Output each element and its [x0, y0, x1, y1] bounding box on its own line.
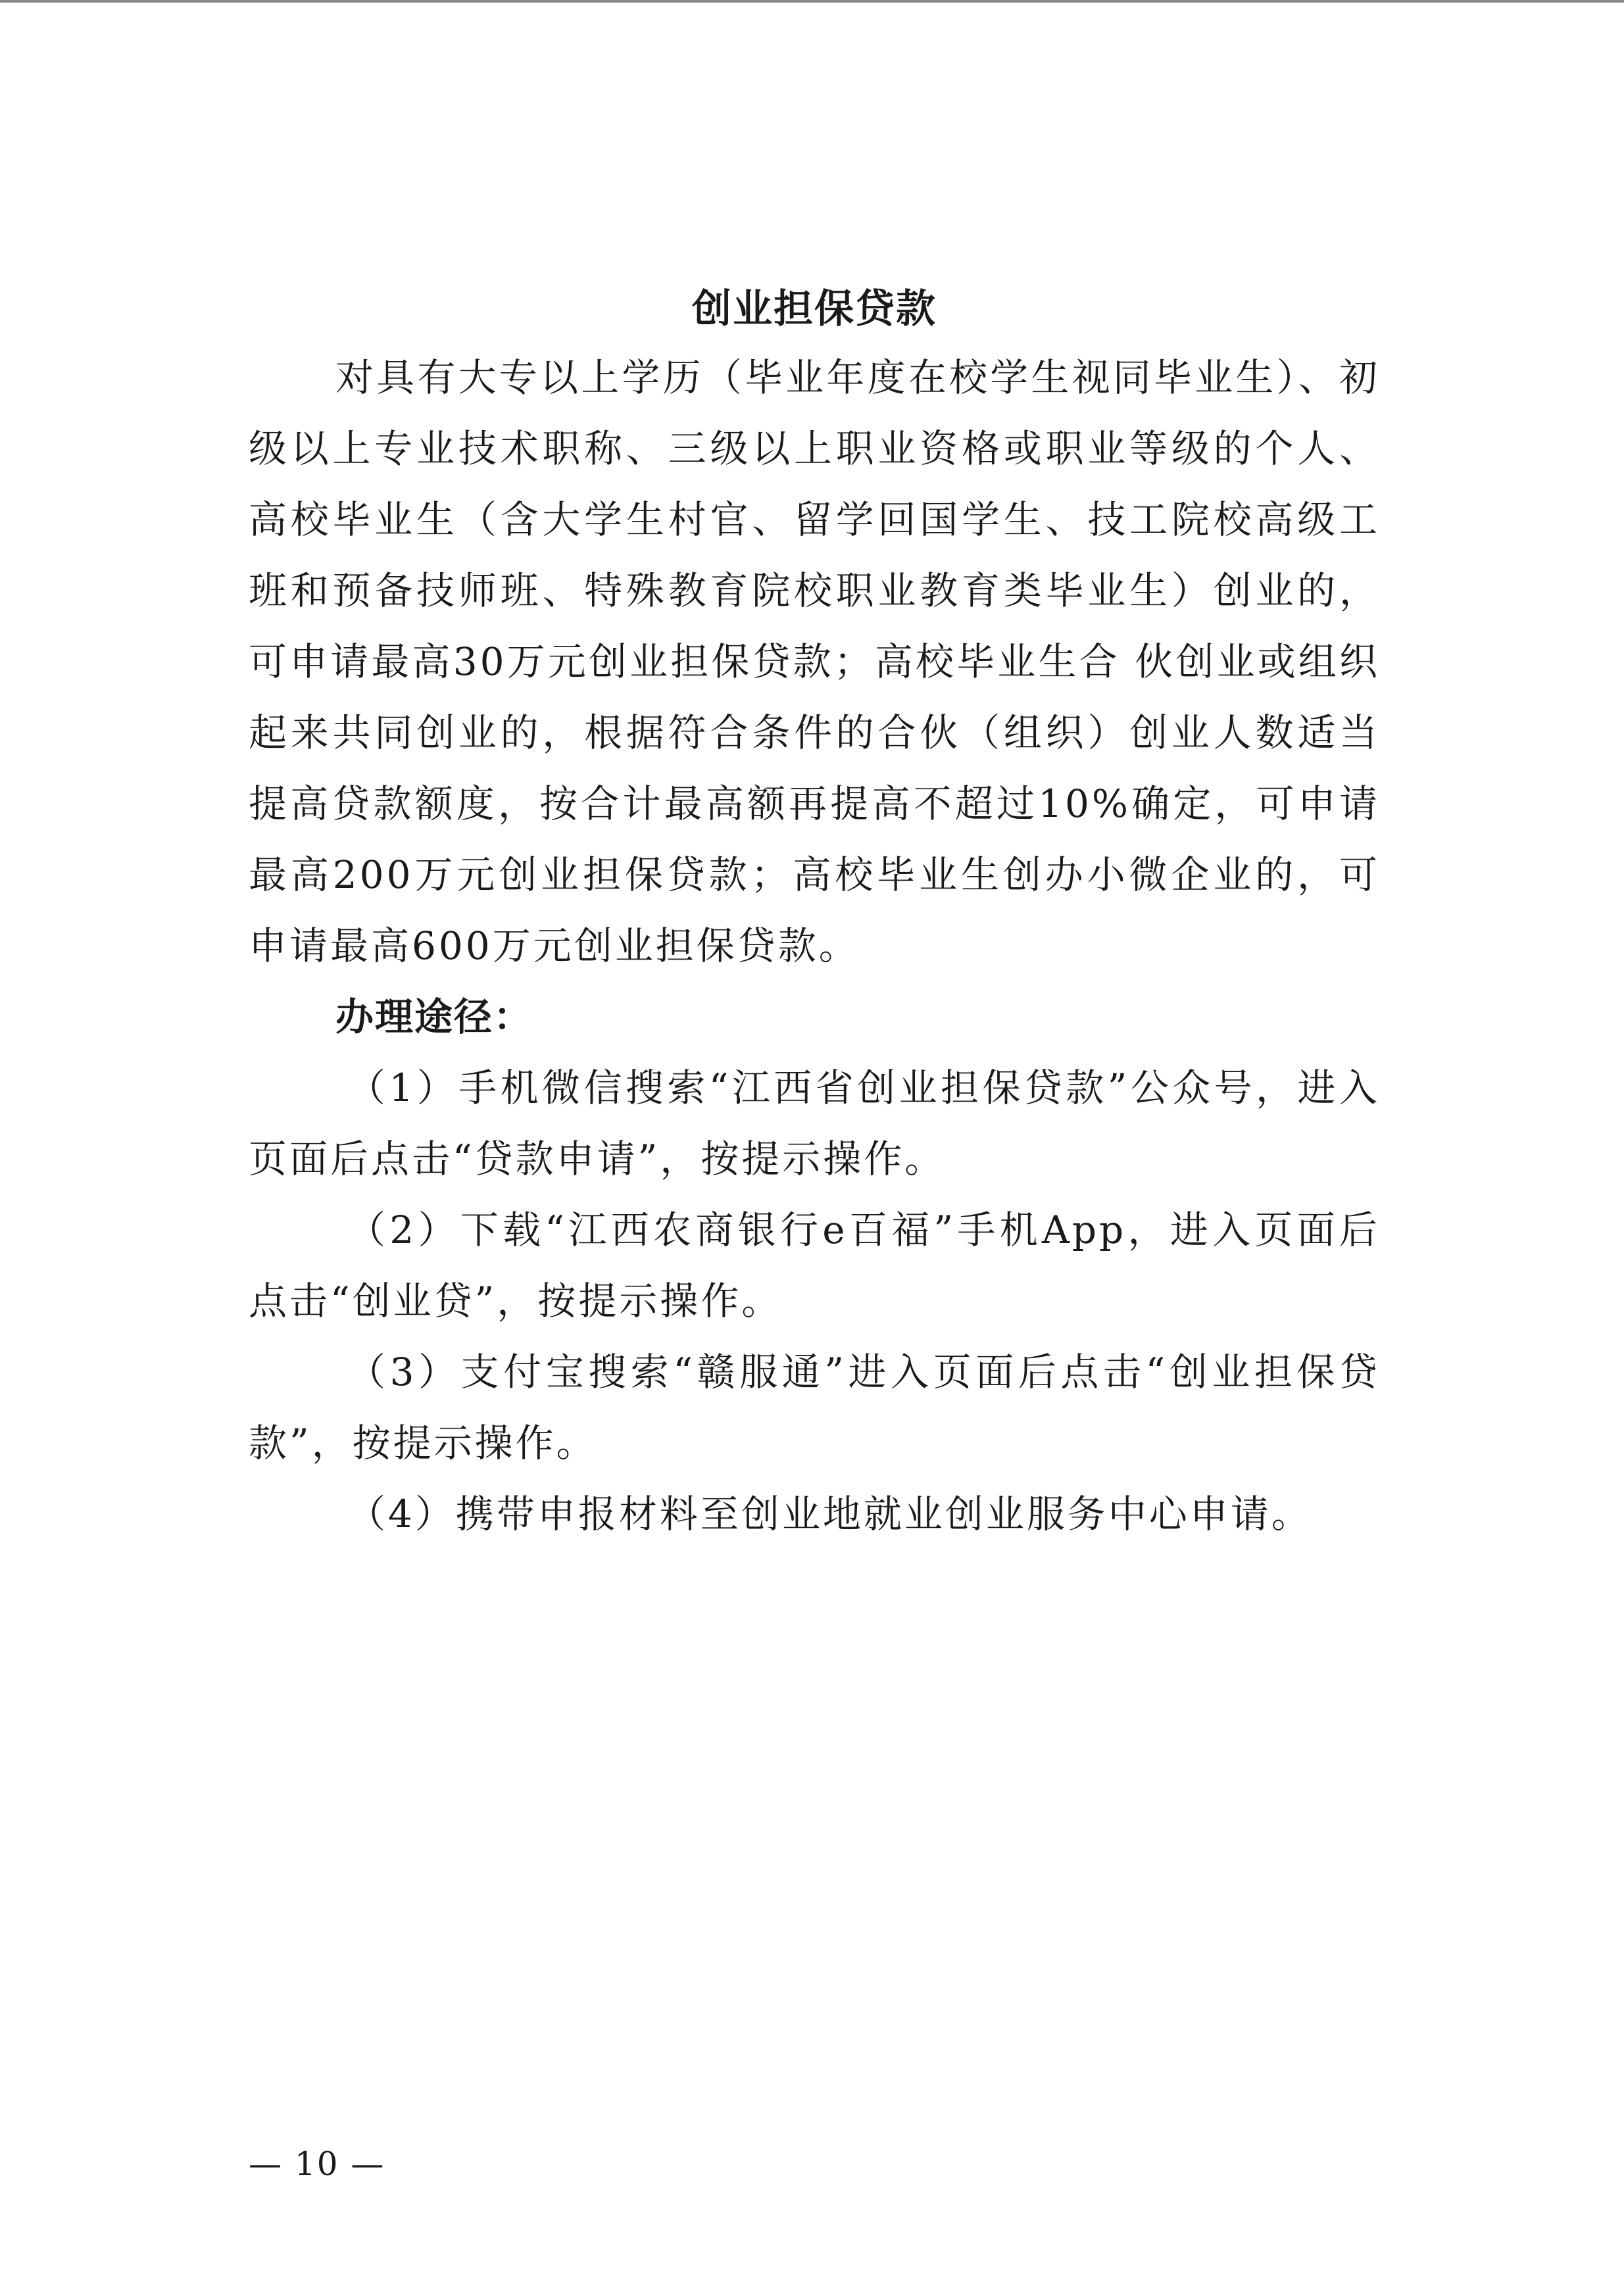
intro-paragraph: 对具有大专以上学历（毕业年度在校学生视同毕业生）、初级以上专业技术职称、三级以上职业资格或职业等级的个人、高校毕业生（含大学生村官、留学回国学生、技工院校高级工班和预备技师班、特殊教育院校职业教育类毕业生）创业的，可申请最高30万元创业担保贷款；高校毕业生合 伙创业或组织起来共同创业的，根据符合条件的合伙（组织）创业人数适当提高贷款额度，按合计最高额再提高不超过10%确定，可申请最高200万元创业担保贷款；高校毕业生创办小微企业的，可申请最高600万元创业担保贷款。 — [249, 355, 1380, 968]
document-page — [249, 276, 1380, 1550]
step-item-2: （2）下载“江西农商银行e百福”手机App，进入页面后点击“创业贷”，按提示操作。 — [249, 1208, 1380, 1323]
top-border-line — [0, 0, 1624, 3]
page-number: — 10 — — [249, 2145, 385, 2183]
document-title: 创业担保贷款 — [692, 286, 937, 332]
section-heading: 办理途径： — [335, 994, 533, 1039]
step-item-3: （3）支付宝搜索“赣服通”进入页面后点击“创业担保贷款”，按提示操作。 — [249, 1350, 1380, 1465]
step-item-1: （1）手机微信搜索“江西省创业担保贷款”公众号，进入页面后点击“贷款申请”，按提示操作。 — [249, 1065, 1380, 1181]
step-item-4: （4）携带申报材料至创业地就业创业服务中心申请。 — [347, 1492, 1312, 1536]
